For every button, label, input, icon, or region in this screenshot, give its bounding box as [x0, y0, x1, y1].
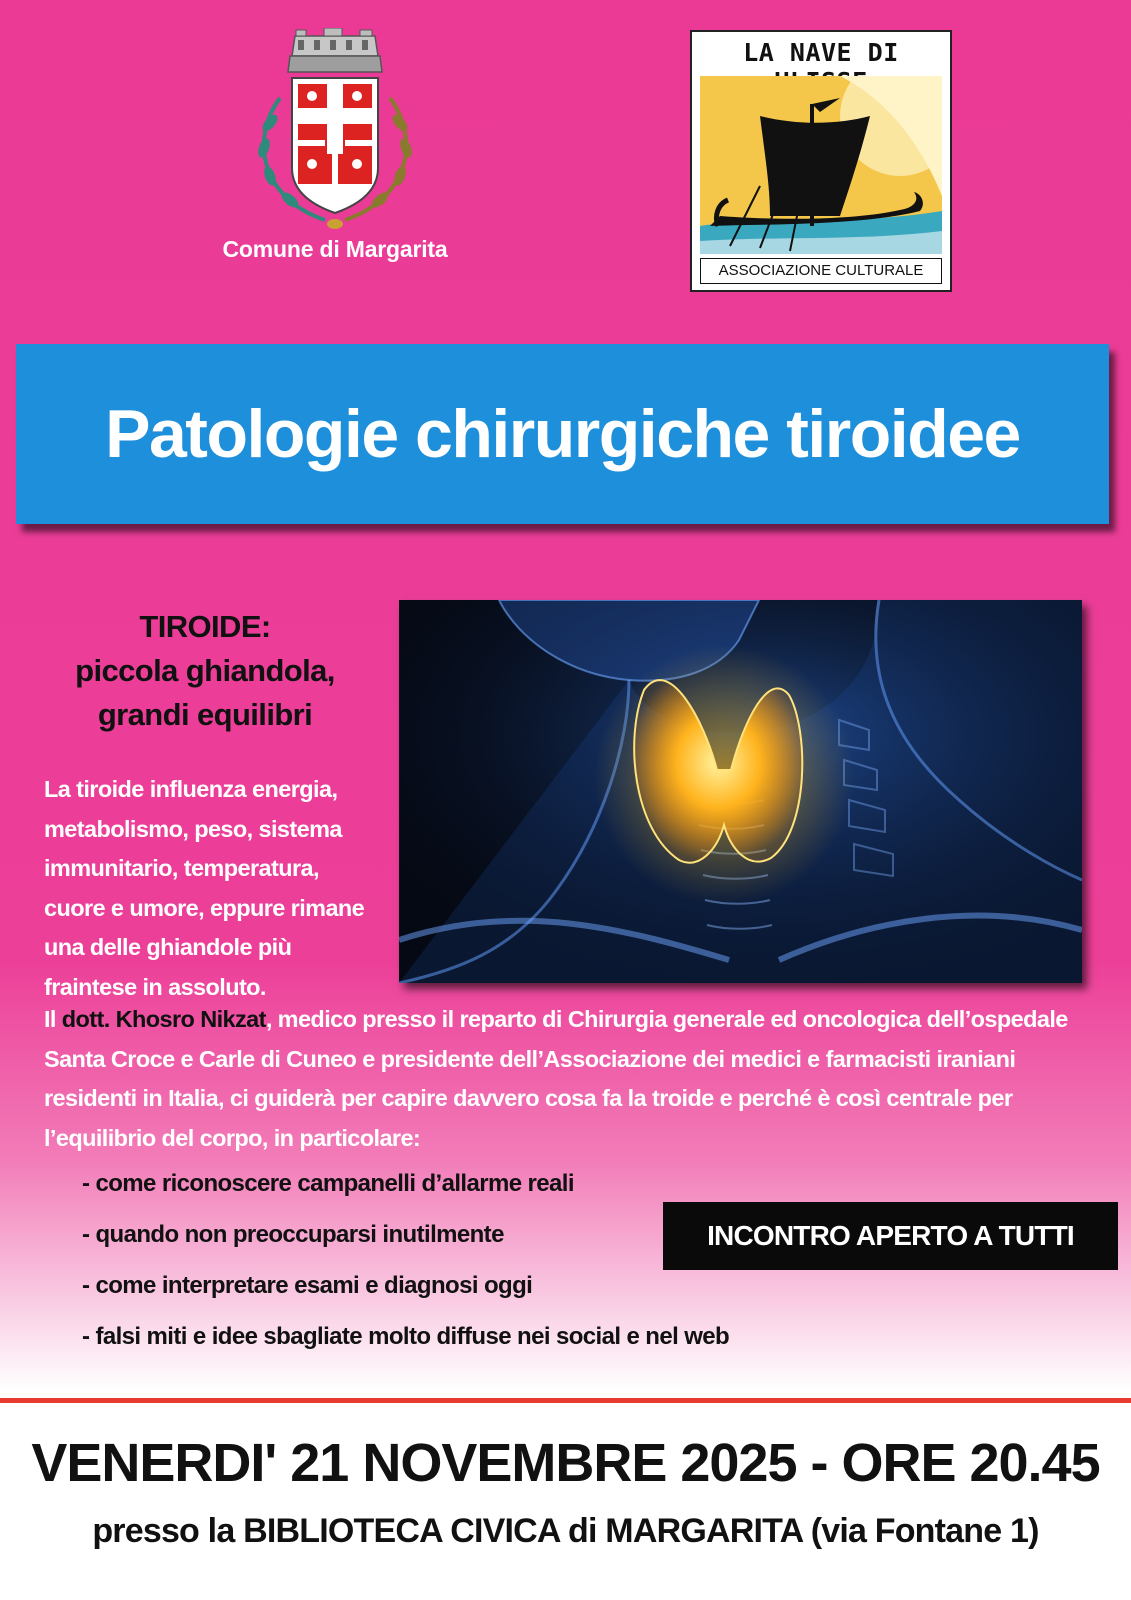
divider	[0, 1398, 1131, 1403]
intro-paragraph: La tiroide influenza energia, metabolismo, peso, sistema immunitario, temperatura, cuore e umore, eppure rimane una delle ghiandole più fraintese in assoluto.	[44, 776, 365, 1000]
topics-list	[82, 1170, 729, 1374]
list-item: - quando non preoccuparsi inutilmente	[82, 1221, 504, 1248]
logo-subtitle: ASSOCIAZIONE CULTURALE	[700, 258, 942, 284]
subtitle-line: piccola ghiandola,	[75, 653, 335, 688]
comune-label: Comune di Margarita	[222, 236, 448, 262]
subtitle-block	[40, 605, 370, 737]
association-logo	[690, 30, 952, 292]
logo-title: LA NAVE DI	[743, 38, 899, 67]
event-date: VENERDI' 21 NOVEMBRE 2025 - ORE 20.45	[31, 1433, 1100, 1493]
comune-crest-logo	[240, 28, 430, 233]
description-prefix: Il	[44, 1006, 62, 1032]
crown-icon	[288, 28, 382, 72]
description-text: , medico presso il reparto di Chirurgia generale ed oncologica dell’ospedale Santa Croce e Carle di Cuneo e presidente dell’Associazione dei medici e farmacisti iraniani residenti in Italia, ci guiderà per capire davvero cosa fa la troide e perché è così centrale per l’equilibrio del corpo, in particolare:	[44, 1006, 1068, 1151]
title-banner	[16, 344, 1109, 524]
description-paragraph	[44, 1000, 1104, 1158]
ship-icon	[700, 76, 942, 254]
list-item: - come interpretare esami e diagnosi oggi	[82, 1272, 533, 1299]
thyroid-illustration	[399, 600, 1082, 983]
doctor-name: dott. Khosro Nikzat	[61, 1006, 266, 1032]
subtitle-line: grandi equilibri	[97, 697, 313, 732]
page-title: Patologie chirurgiche tiroidee	[105, 396, 1020, 472]
open-to-all-badge: INCONTRO APERTO A TUTTI	[663, 1202, 1118, 1270]
list-item: - falsi miti e idee sbagliate molto diffuse nei social e nel web	[82, 1323, 730, 1350]
list-item: - come riconoscere campanelli d’allarme reali	[82, 1170, 574, 1197]
event-place: presso la BIBLIOTECA CIVICA di MARGARITA (via Fontane 1)	[92, 1512, 1039, 1550]
subtitle-line: TIROIDE:	[139, 609, 271, 644]
